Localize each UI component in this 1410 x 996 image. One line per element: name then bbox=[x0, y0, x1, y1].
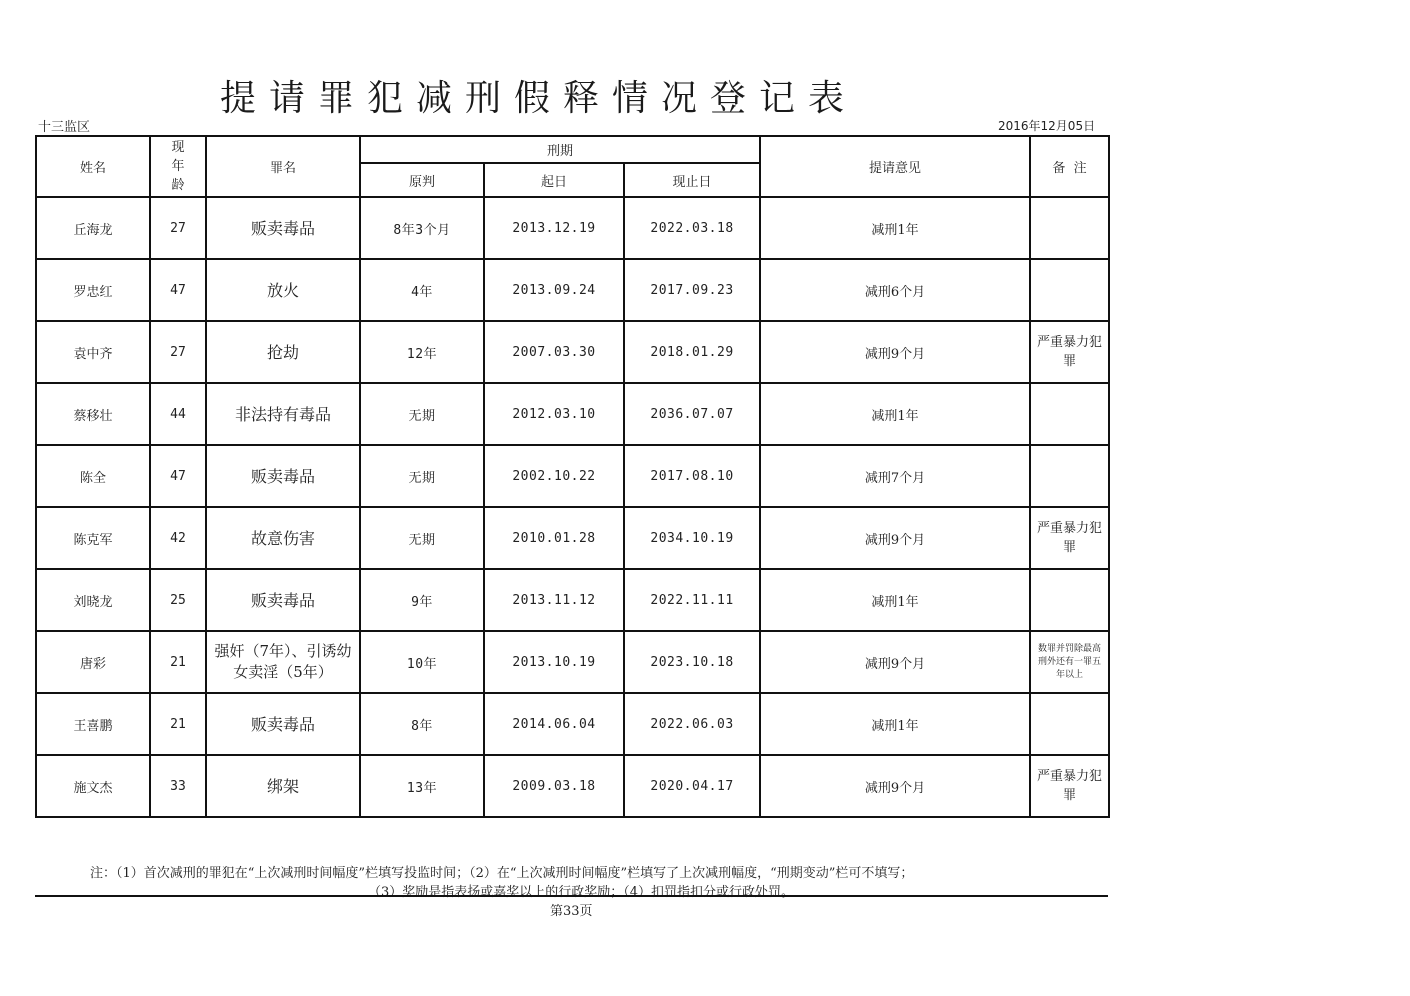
cell-name: 罗忠红 bbox=[36, 259, 150, 321]
cell-name: 丘海龙 bbox=[36, 197, 150, 259]
footnote-line-1: 注：（1）首次减刑的罪犯在“上次减刑时间幅度”栏填写投监时间；（2）在“上次减刑时间幅度”栏填写了上次减刑幅度，“刑期变动”栏可不填写； bbox=[90, 866, 914, 881]
table-row bbox=[36, 631, 1109, 693]
cell-end-date: 2017.08.10 bbox=[624, 445, 760, 507]
cell-remark: 严重暴力犯罪 bbox=[1030, 321, 1109, 383]
cell-start-date: 2009.03.18 bbox=[484, 755, 624, 817]
cell-original-sentence: 9年 bbox=[360, 569, 484, 631]
cell-end-date: 2022.06.03 bbox=[624, 693, 760, 755]
cell-name: 陈全 bbox=[36, 445, 150, 507]
header-remark: 备 注 bbox=[1030, 136, 1109, 197]
cell-name: 唐彩 bbox=[36, 631, 150, 693]
cell-end-date: 2036.07.07 bbox=[624, 383, 760, 445]
cell-start-date: 2013.10.19 bbox=[484, 631, 624, 693]
page-number: 第33页 bbox=[550, 904, 593, 919]
cell-opinion: 减刑9个月 bbox=[760, 755, 1030, 817]
cell-age: 21 bbox=[150, 631, 206, 693]
table-row bbox=[36, 259, 1109, 321]
cell-end-date: 2020.04.17 bbox=[624, 755, 760, 817]
cell-original-sentence: 12年 bbox=[360, 321, 484, 383]
cell-remark bbox=[1030, 445, 1109, 507]
cell-crime: 贩卖毒品 bbox=[206, 445, 360, 507]
cell-end-date: 2022.11.11 bbox=[624, 569, 760, 631]
table-row bbox=[36, 197, 1109, 259]
footnote-line-2: （3）奖励是指表扬或嘉奖以上的行政奖励；（4）扣罚指扣分或行政处罚。 bbox=[368, 885, 795, 900]
cell-crime: 故意伤害 bbox=[206, 507, 360, 569]
cell-age: 33 bbox=[150, 755, 206, 817]
cell-original-sentence: 8年3个月 bbox=[360, 197, 484, 259]
cell-name: 刘晓龙 bbox=[36, 569, 150, 631]
cell-end-date: 2017.09.23 bbox=[624, 259, 760, 321]
cell-age: 47 bbox=[150, 445, 206, 507]
cell-end-date: 2018.01.29 bbox=[624, 321, 760, 383]
cell-end-date: 2022.03.18 bbox=[624, 197, 760, 259]
header-start-date: 起日 bbox=[484, 163, 624, 197]
cell-original-sentence: 无期 bbox=[360, 445, 484, 507]
cell-opinion: 减刑1年 bbox=[760, 197, 1030, 259]
table-row bbox=[36, 321, 1109, 383]
register-table bbox=[35, 135, 1110, 818]
cell-name: 蔡移壮 bbox=[36, 383, 150, 445]
cell-age: 27 bbox=[150, 197, 206, 259]
cell-original-sentence: 8年 bbox=[360, 693, 484, 755]
header-sentence-group: 刑期 bbox=[360, 136, 760, 163]
cell-start-date: 2002.10.22 bbox=[484, 445, 624, 507]
cell-name: 袁中齐 bbox=[36, 321, 150, 383]
cell-crime: 贩卖毒品 bbox=[206, 693, 360, 755]
district-label: 十三监区 bbox=[38, 120, 91, 135]
header-original-sentence: 原判 bbox=[360, 163, 484, 197]
cell-start-date: 2012.03.10 bbox=[484, 383, 624, 445]
table-row bbox=[36, 569, 1109, 631]
cell-remark: 数罪并罚除最高刑外还有一罪五年以上 bbox=[1030, 631, 1109, 693]
header-end-date: 现止日 bbox=[624, 163, 760, 197]
cell-age: 25 bbox=[150, 569, 206, 631]
cell-end-date: 2023.10.18 bbox=[624, 631, 760, 693]
cell-start-date: 2013.11.12 bbox=[484, 569, 624, 631]
cell-name: 王喜鹏 bbox=[36, 693, 150, 755]
cell-end-date: 2034.10.19 bbox=[624, 507, 760, 569]
cell-start-date: 2010.01.28 bbox=[484, 507, 624, 569]
cell-age: 42 bbox=[150, 507, 206, 569]
bottom-rule bbox=[35, 895, 1108, 897]
cell-remark bbox=[1030, 693, 1109, 755]
table-row bbox=[36, 445, 1109, 507]
cell-opinion: 减刑6个月 bbox=[760, 259, 1030, 321]
cell-name: 陈克军 bbox=[36, 507, 150, 569]
cell-opinion: 减刑1年 bbox=[760, 693, 1030, 755]
cell-start-date: 2013.09.24 bbox=[484, 259, 624, 321]
cell-age: 47 bbox=[150, 259, 206, 321]
cell-crime: 抢劫 bbox=[206, 321, 360, 383]
cell-start-date: 2014.06.04 bbox=[484, 693, 624, 755]
table-row bbox=[36, 755, 1109, 817]
cell-opinion: 减刑1年 bbox=[760, 569, 1030, 631]
header-age: 现 年 龄 bbox=[150, 136, 206, 197]
cell-remark: 严重暴力犯罪 bbox=[1030, 755, 1109, 817]
cell-age: 44 bbox=[150, 383, 206, 445]
cell-crime: 贩卖毒品 bbox=[206, 197, 360, 259]
table-row bbox=[36, 507, 1109, 569]
cell-age: 21 bbox=[150, 693, 206, 755]
cell-crime: 强奸（7年）、引诱幼女卖淫（5年） bbox=[206, 631, 360, 693]
cell-start-date: 2007.03.30 bbox=[484, 321, 624, 383]
cell-crime: 贩卖毒品 bbox=[206, 569, 360, 631]
cell-opinion: 减刑9个月 bbox=[760, 507, 1030, 569]
cell-original-sentence: 无期 bbox=[360, 383, 484, 445]
cell-opinion: 减刑9个月 bbox=[760, 631, 1030, 693]
cell-opinion: 减刑9个月 bbox=[760, 321, 1030, 383]
table-row bbox=[36, 693, 1109, 755]
cell-remark bbox=[1030, 569, 1109, 631]
cell-opinion: 减刑1年 bbox=[760, 383, 1030, 445]
page-title: 提请罪犯减刑假释情况登记表 bbox=[220, 78, 858, 119]
cell-crime: 绑架 bbox=[206, 755, 360, 817]
table-row bbox=[36, 383, 1109, 445]
header-opinion: 提请意见 bbox=[760, 136, 1030, 197]
form-date: 2016年12月05日 bbox=[998, 119, 1096, 133]
cell-opinion: 减刑7个月 bbox=[760, 445, 1030, 507]
cell-name: 施文杰 bbox=[36, 755, 150, 817]
cell-original-sentence: 4年 bbox=[360, 259, 484, 321]
header-name: 姓名 bbox=[36, 136, 150, 197]
cell-crime: 放火 bbox=[206, 259, 360, 321]
cell-remark: 严重暴力犯罪 bbox=[1030, 507, 1109, 569]
cell-crime: 非法持有毒品 bbox=[206, 383, 360, 445]
cell-remark bbox=[1030, 383, 1109, 445]
cell-remark bbox=[1030, 259, 1109, 321]
cell-start-date: 2013.12.19 bbox=[484, 197, 624, 259]
cell-original-sentence: 10年 bbox=[360, 631, 484, 693]
cell-original-sentence: 无期 bbox=[360, 507, 484, 569]
cell-age: 27 bbox=[150, 321, 206, 383]
cell-remark bbox=[1030, 197, 1109, 259]
header-crime: 罪名 bbox=[206, 136, 360, 197]
cell-original-sentence: 13年 bbox=[360, 755, 484, 817]
